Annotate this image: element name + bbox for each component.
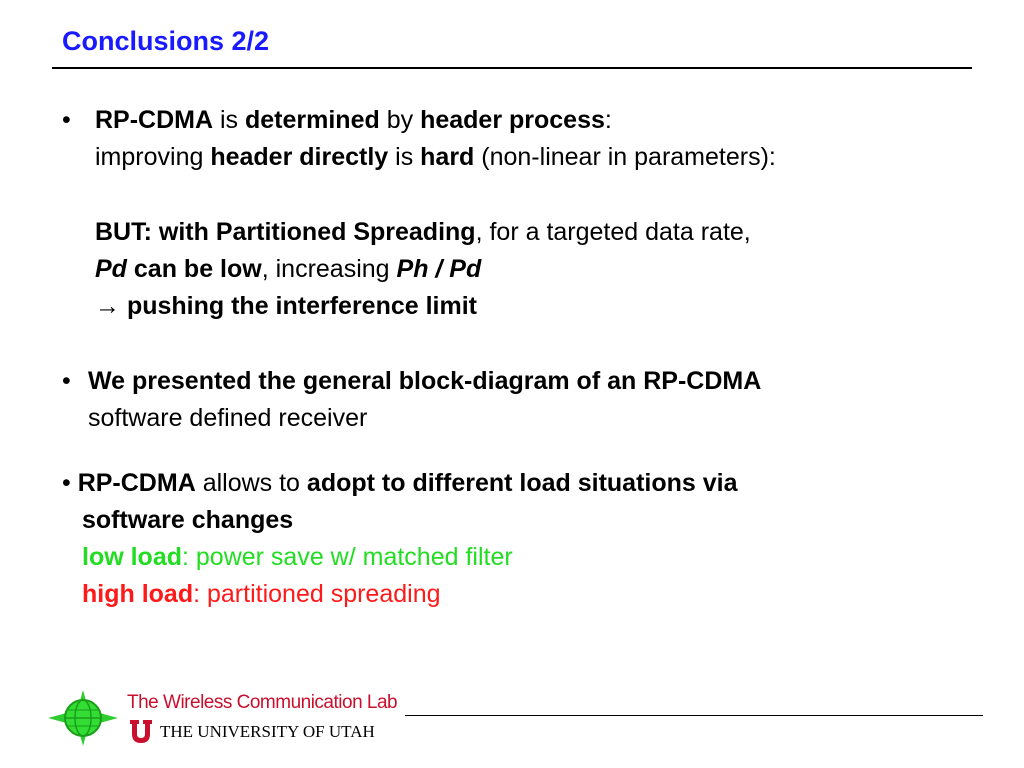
text-adopt: adopt to different load situations via: [306, 469, 738, 497]
bullet-2-line-2: software defined receiver: [88, 404, 368, 432]
bullet-1-line-3: [95, 220, 751, 245]
text: , increasing: [261, 255, 397, 283]
bullet-marker-2: •: [62, 367, 71, 395]
bullet-1-line-1: [95, 108, 612, 133]
text: by: [379, 106, 421, 134]
title-divider: [52, 67, 972, 69]
text-determined: determined: [245, 106, 380, 134]
text: allows to: [195, 469, 307, 497]
bullet-1-line-5: [95, 294, 477, 319]
university-name: THE UNIVERSITY OF UTAH: [160, 722, 375, 741]
text-header-process: header process: [420, 106, 605, 134]
text: : partitioned spreading: [193, 580, 441, 608]
bullet-3-line-1: [62, 471, 738, 496]
text-pd: Pd: [95, 255, 127, 283]
text: , for a targeted data rate,: [475, 218, 751, 246]
bullet-marker-3: •: [62, 469, 78, 497]
text-can-be-low: can be low: [126, 255, 262, 283]
text: : power save w/ matched filter: [182, 543, 513, 571]
text-high-load: high load: [82, 580, 194, 608]
bullet-2-line-1: We presented the general block-diagram of an RP-CDMA: [88, 367, 762, 395]
green-globe-compass-icon: [48, 690, 118, 746]
block-u-icon: [128, 718, 154, 744]
text-pushing-limit: pushing the interference limit: [120, 292, 477, 320]
text: is: [213, 106, 245, 134]
bullet-1-line-2: [95, 145, 776, 170]
arrow-right-icon: →: [95, 292, 120, 320]
text-low-load: low load: [82, 543, 182, 571]
footer-divider: [405, 715, 983, 716]
text: improving: [95, 143, 211, 171]
bullet-3-line-3: [82, 545, 513, 570]
text-rp-cdma: RP-CDMA: [95, 106, 214, 134]
bullet-marker-1: •: [62, 106, 71, 134]
text-rp-cdma: RP-CDMA: [77, 469, 196, 497]
bullet-1-line-4: [95, 257, 481, 282]
bullet-3-line-4: [82, 582, 441, 607]
text-header-directly: header directly: [210, 143, 389, 171]
lab-name: The Wireless Communication Lab: [127, 692, 398, 713]
bullet-3-line-2: software changes: [82, 506, 294, 534]
slide-title: Conclusions 2/2: [62, 26, 270, 56]
text-ph-pd: Ph / Pd: [396, 255, 482, 283]
text-partitioned-spreading: BUT: with Partitioned Spreading: [95, 218, 476, 246]
text: is: [388, 143, 421, 171]
text-hard: hard: [420, 143, 475, 171]
text: :: [604, 106, 612, 134]
text: (non-linear in parameters):: [474, 143, 776, 171]
